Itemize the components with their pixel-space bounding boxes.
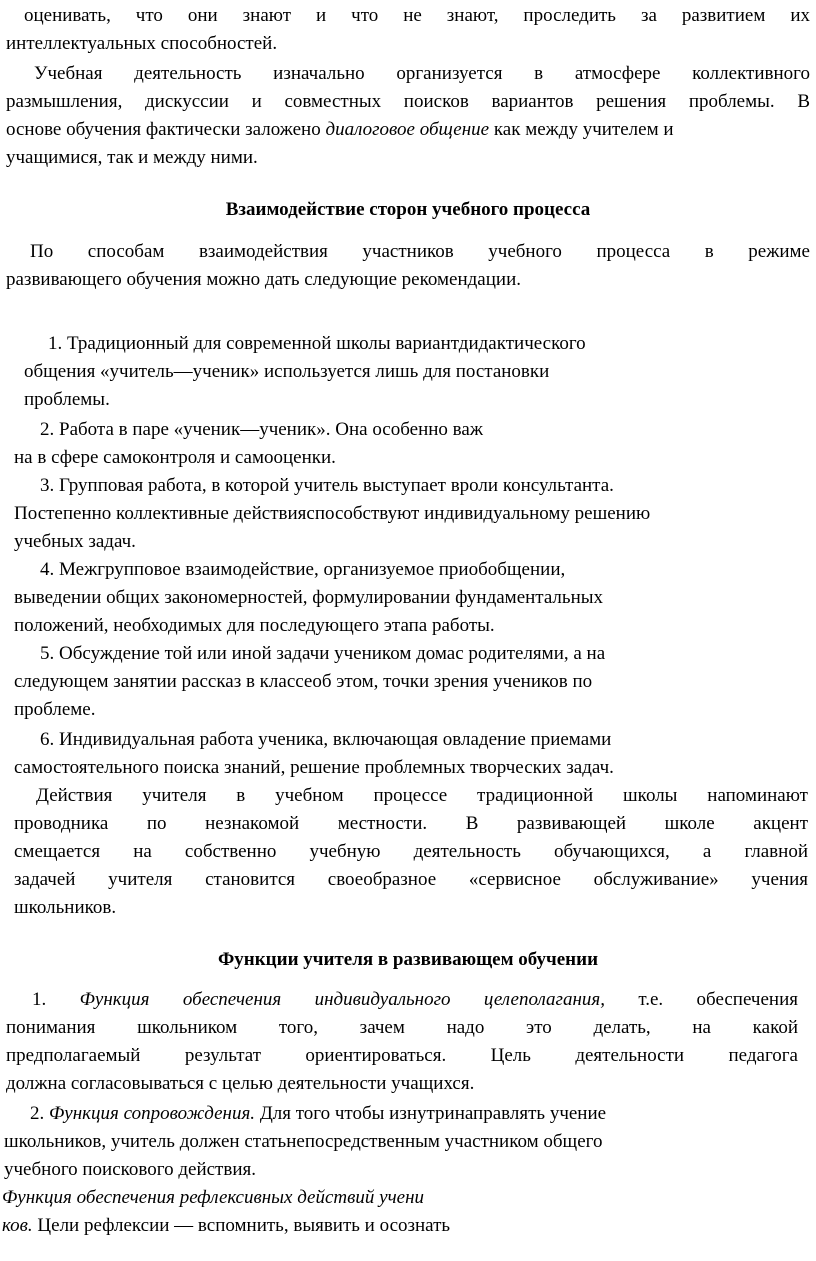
function-line <box>30 1100 606 1127</box>
text-run: как между учителем и <box>489 119 674 140</box>
list-item-line: 1. Традиционный для современной школы вариантдидактического <box>48 333 586 354</box>
list-item-line: Постепенно коллективные действияспособствуют индивидуальному решению <box>14 503 651 524</box>
paragraph-line: Учебная деятельность изначально организуется в атмосфере коллективного <box>34 63 810 84</box>
paragraph-line: школьников. <box>14 897 117 918</box>
list-item-line: на в сфере самоконтроля и самооценки. <box>14 447 336 468</box>
paragraph-line: развивающего обучения можно дать следующие рекомендации. <box>6 269 521 290</box>
emphasis-text: диалоговое общение <box>325 119 490 140</box>
function-line <box>32 986 798 1013</box>
paragraph-line: задачей учителя становится своеобразное «сервисное обслуживание» учения <box>14 869 808 890</box>
function-title: Функция сопровождения. <box>49 1103 256 1124</box>
list-item-line: выведении общих закономерностей, формулировании фундаментальных <box>14 587 604 608</box>
function-line <box>2 1184 424 1211</box>
function-line: школьников, учитель должен статьнепосредственным участником общего <box>4 1131 603 1152</box>
list-item-line: учебных задач. <box>14 531 136 552</box>
list-item-line: положений, необходимых для последующего этапа работы. <box>14 615 495 636</box>
function-number: 2. <box>30 1103 45 1124</box>
paragraph-line: проводника по незнакомой местности. В развивающей школе акцент <box>14 813 808 834</box>
paragraph-line <box>6 116 810 143</box>
function-title: Функция обеспечения индивидуального целеполагания, <box>79 989 605 1010</box>
function-line: предполагаемый результат ориентироваться. Цель деятельности педагога <box>6 1045 798 1066</box>
function-title: ков. <box>2 1215 33 1236</box>
list-item-line: 3. Групповая работа, в которой учитель выступает вроли консультанта. <box>40 475 614 496</box>
list-item-line: 4. Межгрупповое взаимодействие, организуемое приобобщении, <box>40 559 566 580</box>
text-run: Цели рефлексии — вспомнить, выявить и осознать <box>32 1215 451 1236</box>
list-item-line: 2. Работа в паре «ученик—ученик». Она особенно важ <box>40 419 483 440</box>
paragraph-line: смещается на собственно учебную деятельность обучающихся, а главной <box>14 841 808 862</box>
list-item-line: 5. Обсуждение той или иной задачи учеником домас родителями, а на <box>40 643 606 664</box>
text-run: Для того чтобы изнутринаправлять учение <box>255 1103 607 1124</box>
paragraph-line: учащимися, так и между ними. <box>6 147 258 168</box>
function-line: понимания школьником того, зачем надо это делать, на какой <box>6 1017 798 1038</box>
list-item-line: общения «учитель—ученик» используется лишь для постановки <box>24 361 550 382</box>
list-item-line: проблемы. <box>24 389 110 410</box>
function-line <box>2 1212 450 1239</box>
function-line: учебного поискового действия. <box>4 1159 256 1180</box>
paragraph-line: размышления, дискуссии и совместных поисков вариантов решения проблемы. В <box>6 91 810 112</box>
paragraph-line: По способам взаимодействия участников учебного процесса в режиме <box>30 241 810 262</box>
paragraph-line: оценивать, что они знают и что не знают, проследить за развитием их <box>24 5 810 26</box>
list-item-line: проблеме. <box>14 699 96 720</box>
text-run: основе обучения фактически заложено <box>6 119 326 140</box>
paragraph-line: Действия учителя в учебном процессе традиционной школы напоминают <box>36 785 808 806</box>
list-item-line: 6. Индивидуальная работа ученика, включающая овладение приемами <box>40 729 612 750</box>
section-heading: Взаимодействие сторон учебного процесса <box>225 199 591 220</box>
list-item-line: следующем занятии рассказ в классеоб этом, точки зрения учеников по <box>14 671 593 692</box>
section-heading: Функции учителя в развивающем обучении <box>217 949 599 970</box>
list-item-line: самостоятельного поиска знаний, решение проблемных творческих задач. <box>14 757 614 778</box>
function-number: 1. <box>32 989 47 1010</box>
function-line: должна согласовываться с целью деятельности учащихся. <box>6 1073 475 1094</box>
paragraph-line: интеллектуальных способностей. <box>6 33 278 54</box>
text-run: т.е. обеспечения <box>604 989 799 1010</box>
function-title: Функция обеспечения рефлексивных действий учени <box>2 1187 424 1208</box>
